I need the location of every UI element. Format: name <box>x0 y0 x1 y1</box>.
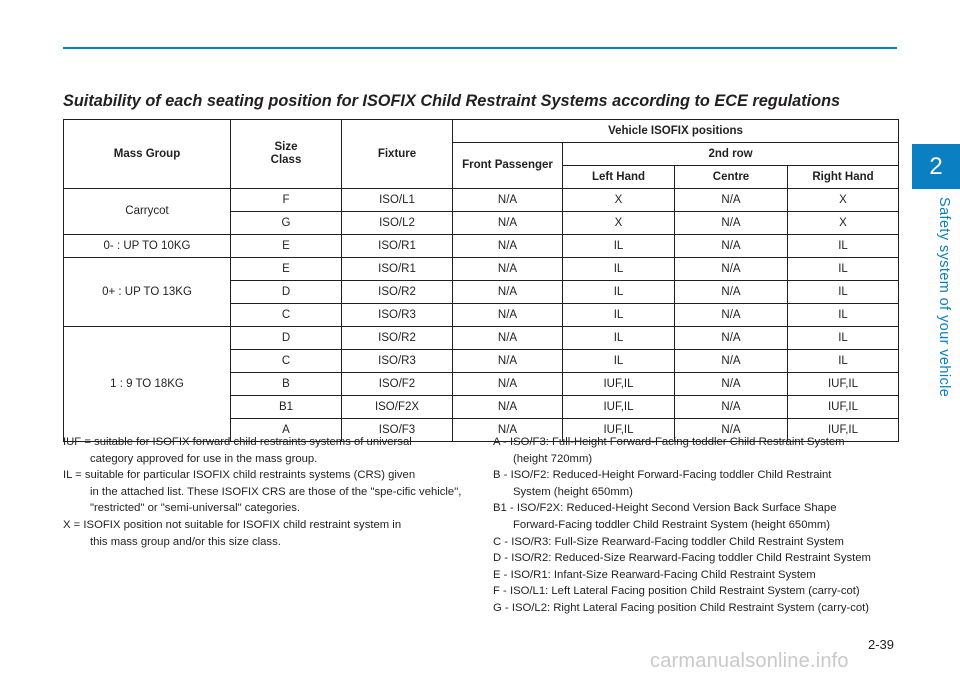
header-vehicle-positions: Vehicle ISOFIX positions <box>453 120 899 143</box>
cell-centre: N/A <box>675 258 788 281</box>
cell-front-passenger: N/A <box>453 281 563 304</box>
note-continuation: System (height 650mm) <box>513 485 633 498</box>
cell-front-passenger: N/A <box>453 235 563 258</box>
cell-fixture: ISO/F3 <box>342 419 453 442</box>
header-rule <box>63 47 897 49</box>
cell-size-class: E <box>231 258 342 281</box>
cell-fixture: ISO/R2 <box>342 281 453 304</box>
cell-mass-group: 0- : UP TO 10KG <box>64 235 231 258</box>
cell-front-passenger: N/A <box>453 304 563 327</box>
cell-front-passenger: N/A <box>453 373 563 396</box>
cell-left-hand: IL <box>563 235 675 258</box>
cell-fixture: ISO/L2 <box>342 212 453 235</box>
cell-centre: N/A <box>675 419 788 442</box>
cell-left-hand: IUF,IL <box>563 373 675 396</box>
cell-front-passenger: N/A <box>453 350 563 373</box>
note-first-line: C - ISO/R3: Full-Size Rearward-Facing toddler Child Restraint System <box>493 535 844 548</box>
fixture-class-notes <box>493 434 898 617</box>
cell-size-class: D <box>231 281 342 304</box>
watermark: carmanualsonline.info <box>650 650 849 672</box>
cell-right-hand: IL <box>788 258 899 281</box>
cell-size-class: G <box>231 212 342 235</box>
note-continuation: this mass group and/or this size class. <box>90 535 281 548</box>
cell-left-hand: IL <box>563 258 675 281</box>
header-fixture: Fixture <box>342 120 453 189</box>
table-row <box>64 327 899 350</box>
note-first-line: F - ISO/L1: Left Lateral Facing position Child Restraint System (carry-cot) <box>493 585 860 598</box>
cell-right-hand: IL <box>788 281 899 304</box>
cell-centre: N/A <box>675 212 788 235</box>
cell-mass-group: 0+ : UP TO 13KG <box>64 258 231 327</box>
cell-size-class: D <box>231 327 342 350</box>
cell-front-passenger: N/A <box>453 327 563 350</box>
section-heading: Suitability of each seating position for ISOFIX Child Restraint Systems according to ECE regulations <box>63 92 841 110</box>
table-body <box>64 189 899 442</box>
cell-centre: N/A <box>675 235 788 258</box>
cell-right-hand: IUF,IL <box>788 419 899 442</box>
header-second-row: 2nd row <box>563 143 899 166</box>
cell-size-class: E <box>231 235 342 258</box>
cell-mass-group: Carrycot <box>64 189 231 235</box>
cell-front-passenger: N/A <box>453 396 563 419</box>
note-continuation: Forward-Facing toddler Child Restraint System (height 650mm) <box>513 518 831 531</box>
cell-left-hand: IL <box>563 350 675 373</box>
table-row <box>64 235 899 258</box>
cell-left-hand: IL <box>563 304 675 327</box>
note-first-line: E - ISO/R1: Infant-Size Rearward-Facing Child Restraint System <box>493 568 816 581</box>
note-item <box>493 534 898 551</box>
cell-front-passenger: N/A <box>453 212 563 235</box>
table-row <box>64 189 899 212</box>
chapter-number-tab: 2 <box>912 144 960 189</box>
cell-right-hand: IUF,IL <box>788 396 899 419</box>
legend-notes <box>63 434 469 550</box>
note-continuation: category approved for use in the mass group. <box>90 452 318 465</box>
header-size-class: Size Class <box>231 120 342 189</box>
header-right-hand: Right Hand <box>788 166 899 189</box>
chapter-title: Safety system of your vehicle <box>936 197 952 398</box>
cell-centre: N/A <box>675 350 788 373</box>
cell-centre: N/A <box>675 281 788 304</box>
note-item <box>493 500 898 533</box>
page-number: 2-39 <box>868 637 895 652</box>
cell-left-hand: IL <box>563 281 675 304</box>
cell-right-hand: IL <box>788 350 899 373</box>
cell-centre: N/A <box>675 373 788 396</box>
cell-size-class: A <box>231 419 342 442</box>
note-first-line: G - ISO/L2: Right Lateral Facing position Child Restraint System (carry-cot) <box>493 601 870 614</box>
cell-front-passenger: N/A <box>453 258 563 281</box>
note-item <box>493 600 898 617</box>
note-item <box>63 517 469 550</box>
table-row <box>64 258 899 281</box>
note-continuation: in the attached list. These ISOFIX CRS are those of the "spe-cific vehicle", "restricted" or "semi-universal" categories. <box>90 485 462 515</box>
cell-left-hand: X <box>563 189 675 212</box>
note-item <box>493 467 898 500</box>
note-first-line: D - ISO/R2: Reduced-Size Rearward-Facing toddler Child Restraint System <box>493 552 871 565</box>
cell-left-hand: X <box>563 212 675 235</box>
cell-centre: N/A <box>675 327 788 350</box>
cell-left-hand: IUF,IL <box>563 419 675 442</box>
header-left-hand: Left Hand <box>563 166 675 189</box>
note-item <box>493 583 898 600</box>
cell-centre: N/A <box>675 189 788 212</box>
cell-right-hand: IUF,IL <box>788 373 899 396</box>
cell-right-hand: X <box>788 189 899 212</box>
isofix-suitability-table <box>63 119 899 442</box>
cell-fixture: ISO/F2X <box>342 396 453 419</box>
cell-size-class: B1 <box>231 396 342 419</box>
cell-fixture: ISO/R1 <box>342 258 453 281</box>
cell-left-hand: IUF,IL <box>563 396 675 419</box>
note-first-line: IUF = suitable for ISOFIX forward child restraints systems of universal <box>63 436 412 448</box>
header-centre: Centre <box>675 166 788 189</box>
cell-fixture: ISO/L1 <box>342 189 453 212</box>
note-item <box>63 434 469 467</box>
note-item <box>63 467 469 517</box>
note-first-line: B1 - ISO/F2X: Reduced-Height Second Version Back Surface Shape <box>493 502 837 515</box>
cell-right-hand: IL <box>788 235 899 258</box>
cell-right-hand: X <box>788 212 899 235</box>
cell-left-hand: IL <box>563 327 675 350</box>
cell-fixture: ISO/R3 <box>342 350 453 373</box>
note-item <box>493 567 898 584</box>
cell-fixture: ISO/R3 <box>342 304 453 327</box>
cell-mass-group: 1 : 9 TO 18KG <box>64 327 231 442</box>
cell-front-passenger: N/A <box>453 419 563 442</box>
cell-right-hand: IL <box>788 327 899 350</box>
note-first-line: A - ISO/F3: Full-Height Forward-Facing toddler Child Restraint System <box>493 436 845 448</box>
cell-right-hand: IL <box>788 304 899 327</box>
cell-front-passenger: N/A <box>453 189 563 212</box>
note-first-line: B - ISO/F2: Reduced-Height Forward-Facing toddler Child Restraint <box>493 469 832 482</box>
cell-size-class: C <box>231 304 342 327</box>
cell-size-class: F <box>231 189 342 212</box>
cell-size-class: C <box>231 350 342 373</box>
note-first-line: X = ISOFIX position not suitable for ISOFIX child restraint system in <box>63 518 402 531</box>
cell-fixture: ISO/R1 <box>342 235 453 258</box>
note-item <box>493 550 898 567</box>
note-first-line: IL = suitable for particular ISOFIX child restraints systems (CRS) given <box>63 469 416 482</box>
cell-centre: N/A <box>675 304 788 327</box>
cell-fixture: ISO/R2 <box>342 327 453 350</box>
cell-fixture: ISO/F2 <box>342 373 453 396</box>
cell-centre: N/A <box>675 396 788 419</box>
header-mass-group: Mass Group <box>64 120 231 189</box>
note-continuation: (height 720mm) <box>513 452 593 465</box>
note-item <box>493 434 898 467</box>
header-front-passenger: Front Passenger <box>453 143 563 189</box>
cell-size-class: B <box>231 373 342 396</box>
